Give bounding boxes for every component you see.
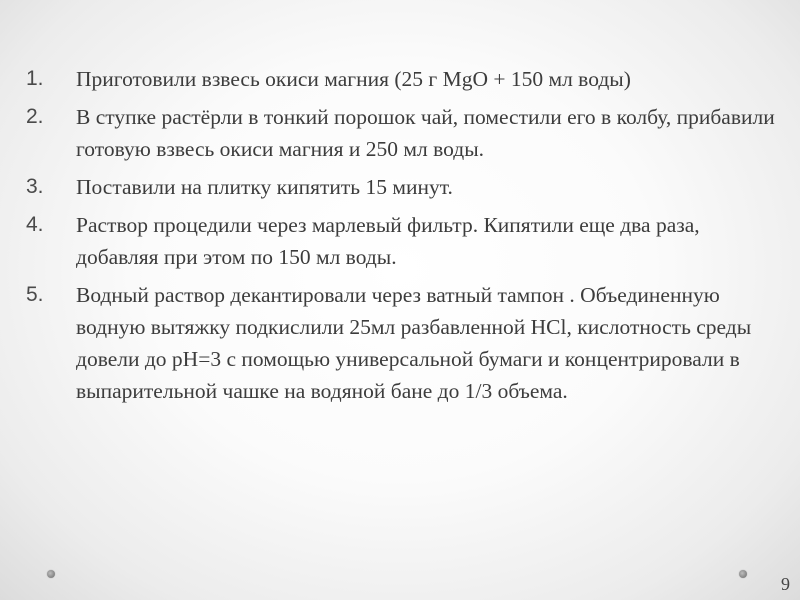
list-item-step-2 (26, 101, 778, 165)
step-number: 3. (26, 175, 44, 198)
decorative-dot-right (739, 570, 747, 578)
list-item-step-4 (26, 209, 778, 273)
step-text: Приготовили взвесь окиси магния (25 г MgO + 150 мл воды) (76, 67, 631, 91)
step-number: 1. (26, 67, 44, 90)
list-item-step-1 (26, 63, 778, 95)
list-item-step-5 (26, 279, 778, 407)
step-number: 5. (26, 283, 44, 306)
step-text: Раствор процедили через марлевый фильтр. Кипятили еще два раза, добавляя при этом по 150 мл воды. (76, 213, 700, 269)
step-number: 4. (26, 213, 44, 236)
procedure-steps-list (26, 63, 778, 413)
step-text: Поставили на плитку кипятить 15 минут. (76, 175, 453, 199)
step-text: Водный раствор декантировали через ватный тампон . Объединенную водную вытяжку подкислили 25мл разбавленной HCl, кислотность среды довели до pH=3 с помощью универсальной бумаги и концентрировали в выпарительной чашке на водяной бане до 1/3 объема. (76, 283, 752, 403)
list-item-step-3 (26, 171, 778, 203)
decorative-dot-left (47, 570, 55, 578)
page-number: 9 (781, 574, 790, 594)
step-text: В ступке растёрли в тонкий порошок чай, поместили его в колбу, прибавили готовую взвесь окиси магния и 250 мл воды. (76, 105, 775, 161)
step-number: 2. (26, 105, 44, 128)
